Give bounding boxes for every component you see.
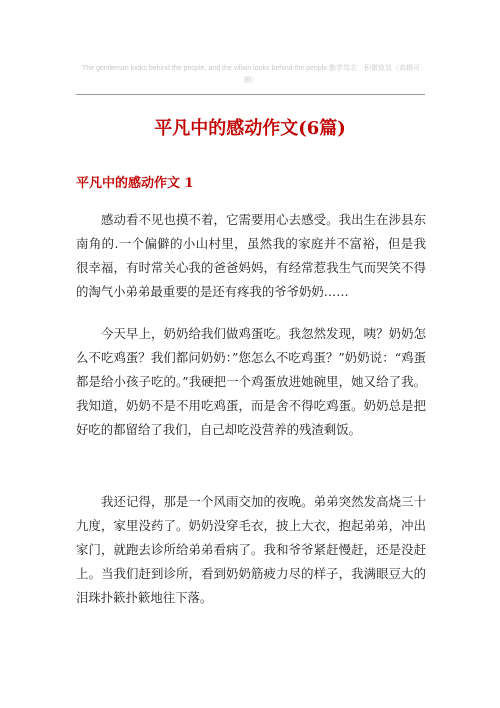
paragraph-3: 我还记得，那是一个风雨交加的夜晚。弟弟突然发高烧三十九度，家里没药了。奶奶没穿毛衣，披上大衣，抱起弟弟，冲出家门，就跑去诊所给弟弟看病了。我和爷爷紧赶慢赶，还是没赶上。当我们赶到诊所，看到奶奶筋疲力尽的样子，我满眼豆大的泪珠扑簌扑簌地往下落。 [76, 494, 426, 605]
paragraph-1: 感动看不见也摸不着，它需要用心去感受。我出生在涉县东南角的.一个偏僻的小山村里，虽然我的家庭并不富裕，但是我很幸福，有时常关心我的爸爸妈妈，有经常惹我生气而哭笑不得的淘气小弟弟最重要的是还有疼我的爷爷奶奶…… [76, 212, 426, 299]
header-note: The gentleman looks behind the people, and the villain looks behind the people.勤学笃志 积微致显（高精可删） [81, 65, 421, 84]
section-heading: 平凡中的感动作文 1 [76, 176, 194, 191]
paragraph-2: 今天早上，奶奶给我们做鸡蛋吃。我忽然发现，咦？奶奶怎么不吃鸡蛋？我们都问奶奶：”您怎么不吃鸡蛋？”奶奶说：“鸡蛋都是给小孩子吃的。”我硬把一个鸡蛋放进她碗里，她又给了我。我知道，奶奶不是不用吃鸡蛋，而是舍不得吃鸡蛋。奶奶总是把好吃的都留给了我们，自己却吃没营养的残渣剩饭。 [76, 326, 426, 437]
header-divider [76, 94, 425, 95]
document-title: 平凡中的感动作文(6篇) [154, 118, 346, 139]
